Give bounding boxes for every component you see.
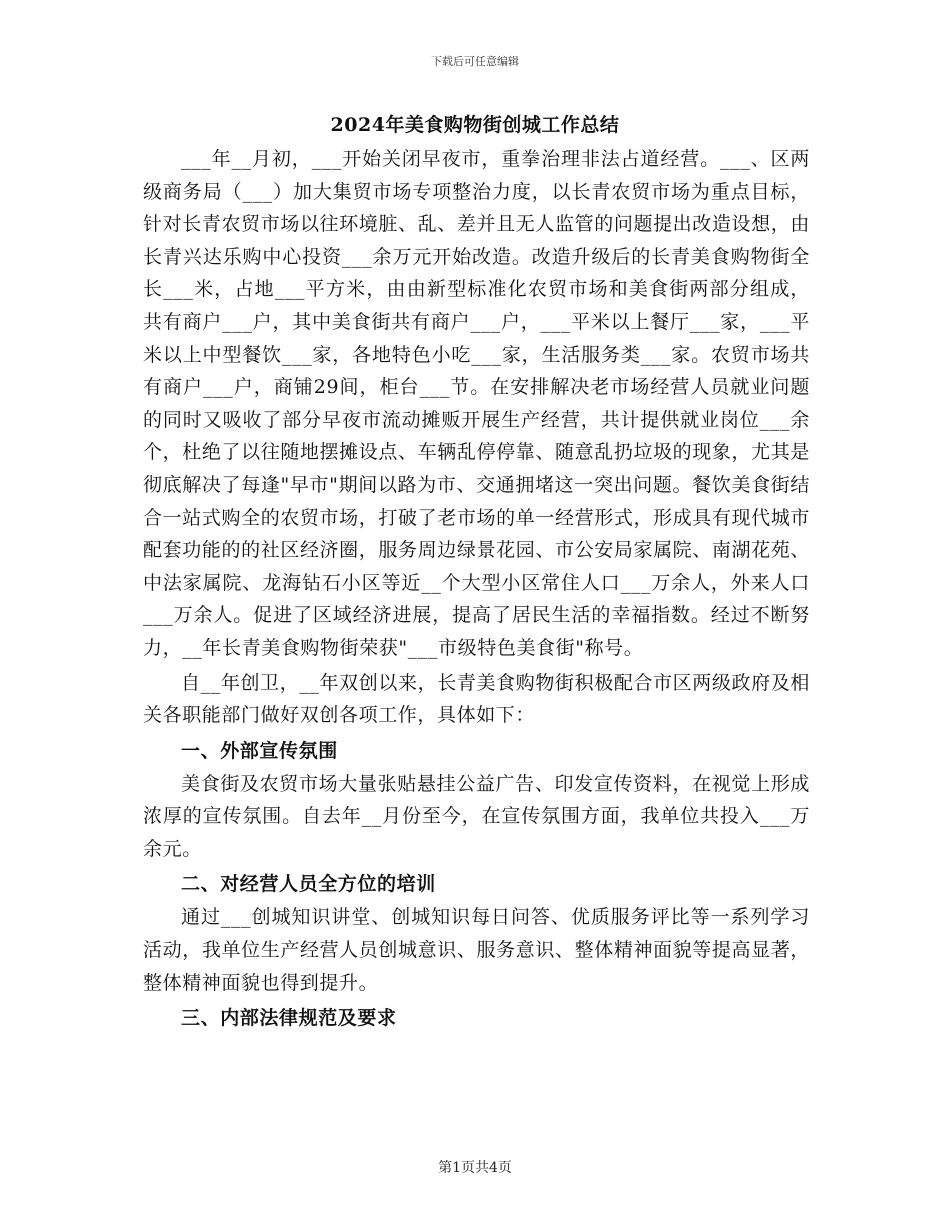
document-title: 2024年美食购物街创城工作总结 [330, 114, 620, 136]
section-2-heading: 二、对经营人员全方位的培训 [181, 873, 436, 896]
intro-paragraph: ___年__月初，___开始关闭早夜市，重拳治理非法占道经营。___、区两级商务局（___）加大集贸市场专项整治力度，以长青农贸市场为重点目标，针对长青农贸市场以往环境脏、乱、差并且无人监管的问题提出改造设想，由长青兴达乐购中心投资___余万元开始改造。改造升级后的长青美食购物街全长___米，占地___平方米，由由新型标准化农贸市场和美食街两部分组成，共有商户___户，其中美食街共有商户___户，___平米以上餐厅___家，___平米以上中型餐饮___家，各地特色小吃___家，生活服务类___家。农贸市场共有商户___户，商铺29间，柜台___节。在安排解决老市场经营人员就业问题的同时又吸收了部分早夜市流动摊贩开展生产经营，共计提供就业岗位___余个，杜绝了以往随地摆摊设点、车辆乱停停靠、随意乱扔垃圾的现象，尤其是彻底解决了每逢"早市"期间以路为市、交通拥堵这一突出问题。餐饮美食街结合一站式购全的农贸市场，打破了老市场的单一经营形式，形成具有现代城市配套功能的的社区经济圈，服务周边绿景花园、市公安局家属院、南湖花苑、中法家属院、龙海钻石小区等近__个大型小区常住人口___万余人，外来人口___万余人。促进了区域经济进展，提高了居民生活的幸福指数。经过不断努力，__年长青美食购物街荣获"___市级特色美食街"称号。 [143, 148, 810, 659]
section-1-body: 美食街及农贸市场大量张贴悬挂公益广告、印发宣传资料，在视觉上形成浓厚的宣传氛围。自去年__月份至今，在宣传氛围方面，我单位共投入___万余元。 [143, 772, 810, 860]
section-2-body: 通过___创城知识讲堂、创城知识每日问答、优质服务评比等一系列学习活动，我单位生产经营人员创城意识、服务意识、整体精神面貌等提高显著，整体精神面貌也得到提升。 [143, 906, 810, 994]
header-note: 下载后可任意编辑 [431, 55, 519, 68]
paragraph-2: 自__年创卫，__年双创以来，长青美食购物街积极配合市区两级政府及相关各职能部门做好双创各项工作，具体如下： [143, 671, 810, 727]
document-body [143, 143, 810, 1035]
section-1-heading: 一、外部宣传氛围 [181, 739, 338, 762]
section-3-heading: 三、内部法律规范及要求 [181, 1007, 397, 1030]
page-footer: 第1页共4页 [438, 1160, 512, 1176]
